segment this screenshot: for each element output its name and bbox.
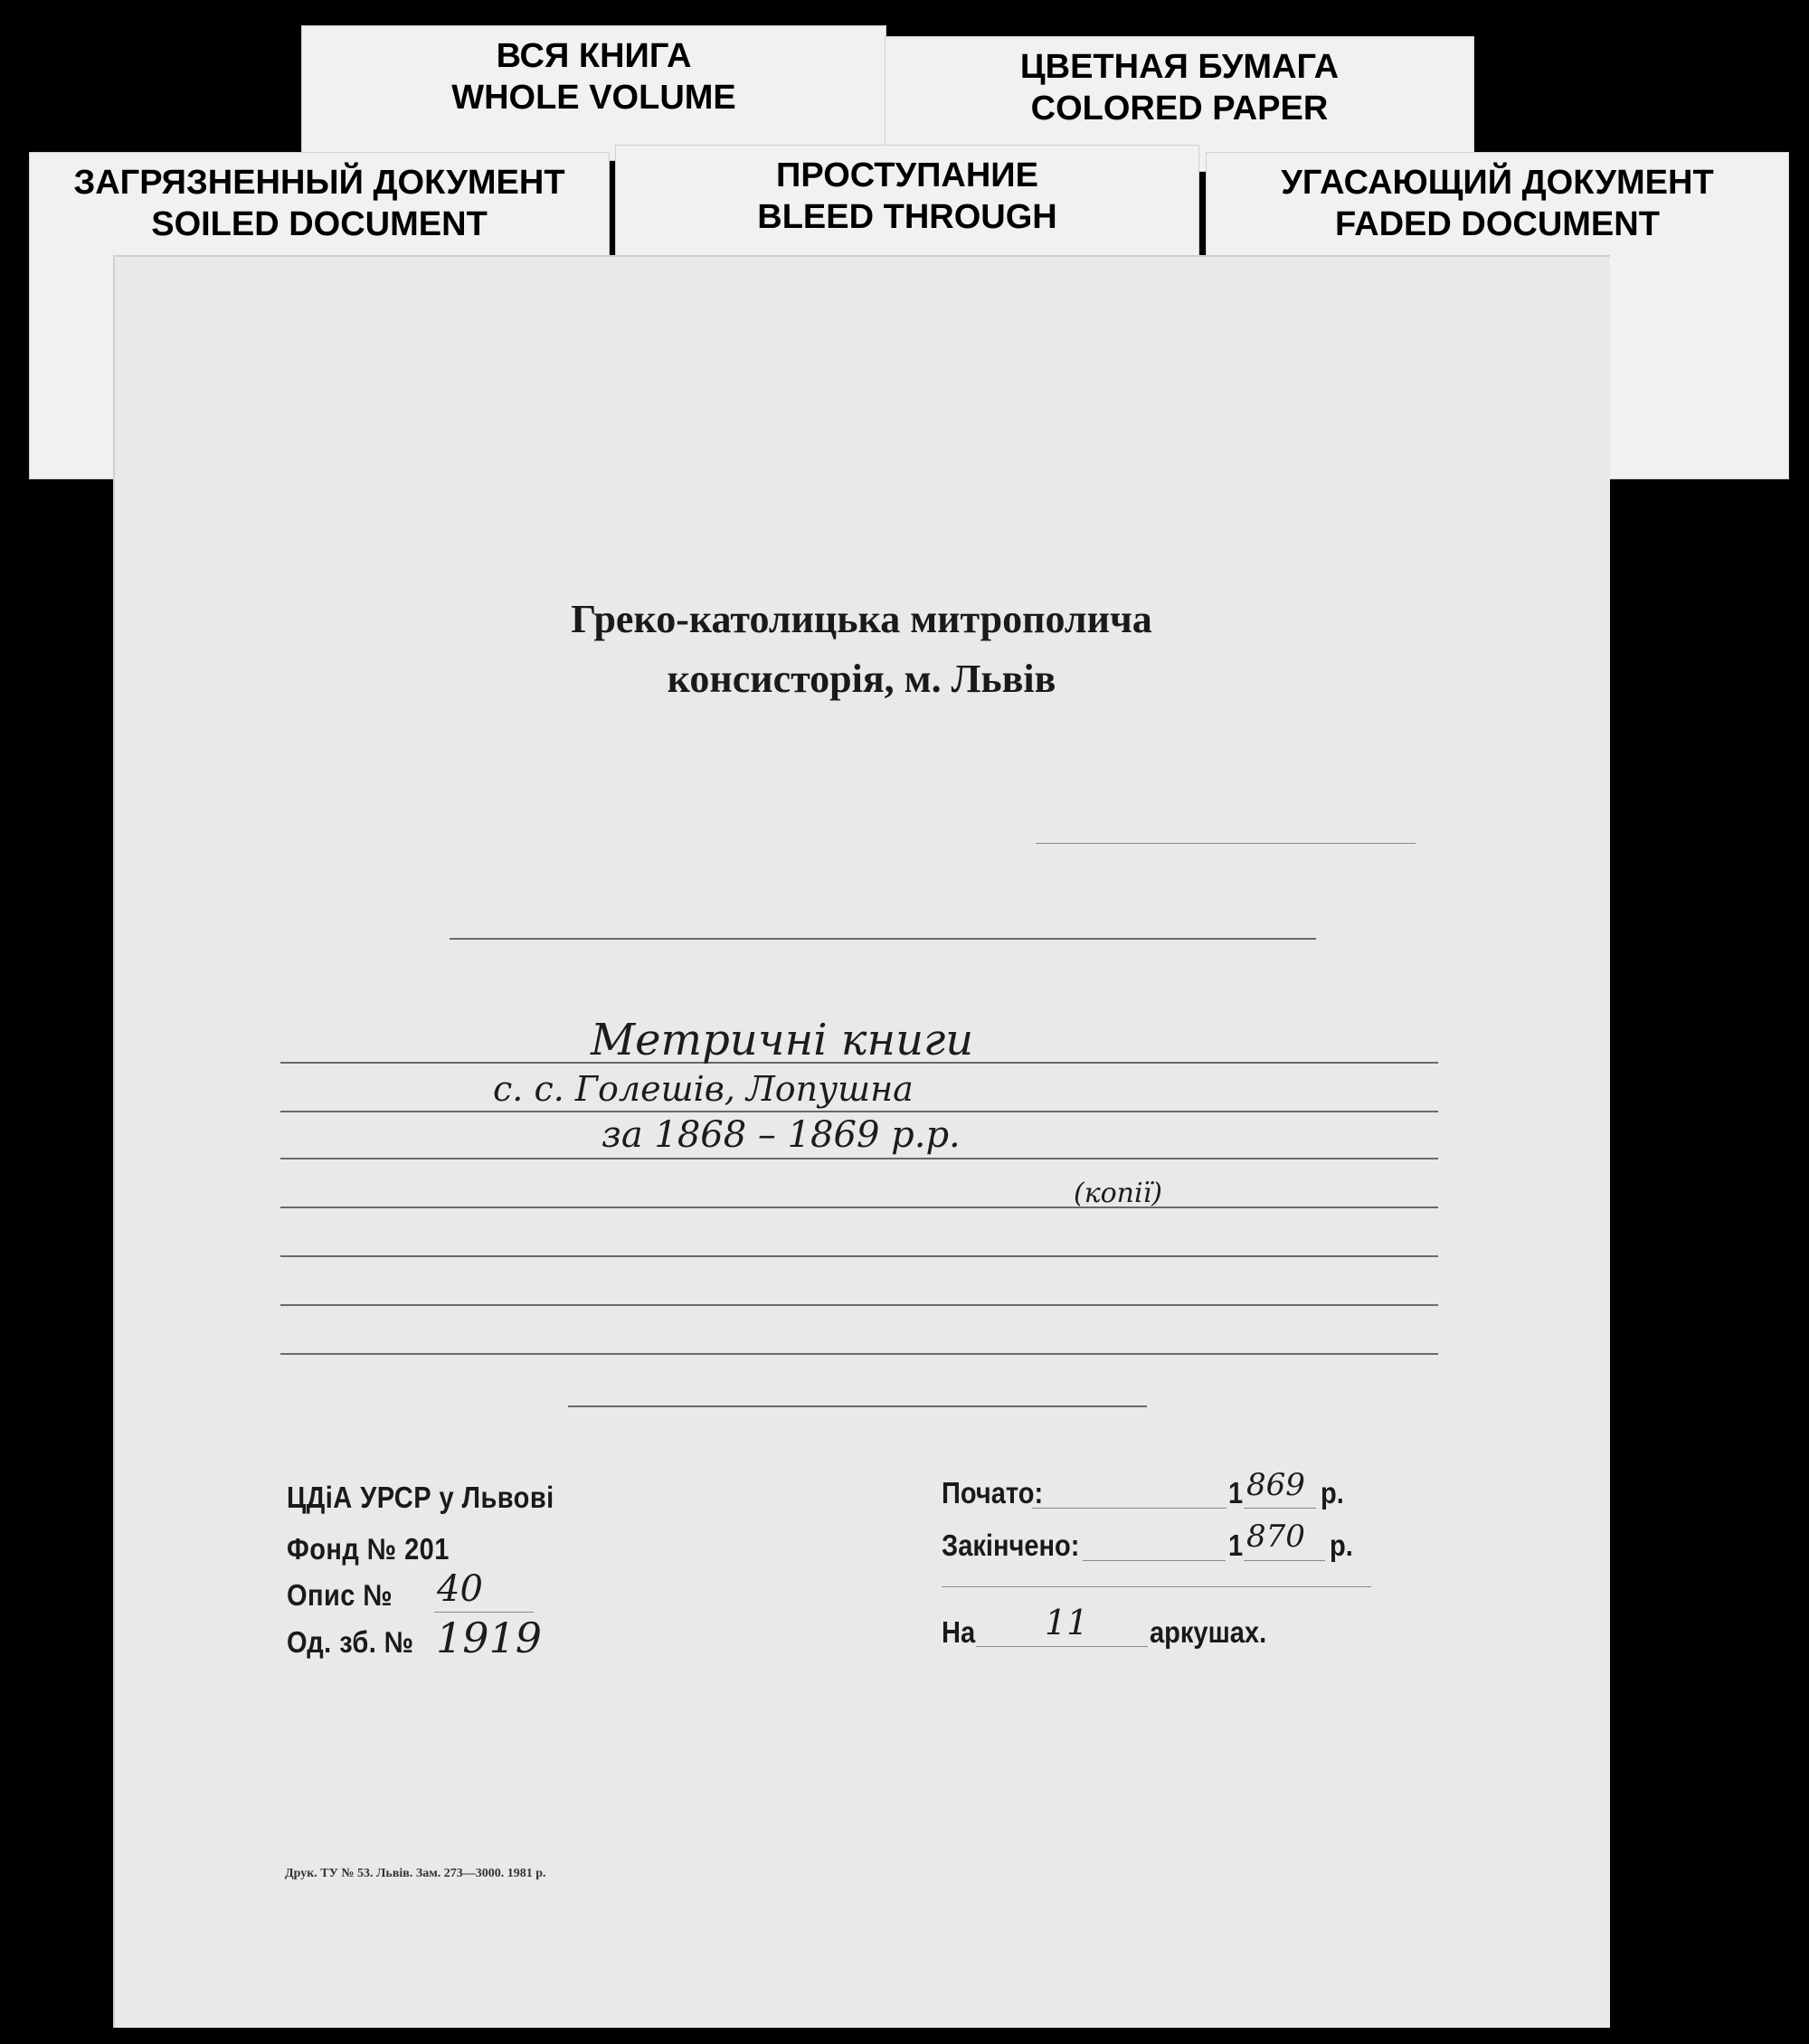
- started-value: 869: [1246, 1467, 1305, 1503]
- ended-prefix: 1: [1228, 1528, 1244, 1562]
- tab-label-ru: ЗАГРЯЗНЕННЫЙ ДОКУМЕНТ: [73, 164, 565, 202]
- handwritten-copies: (копії): [1074, 1178, 1162, 1209]
- tab-label-ru: ПРОСТУПАНИЕ: [776, 156, 1038, 194]
- tab-label-en: FADED DOCUMENT: [1335, 205, 1660, 243]
- rule: [450, 938, 1316, 940]
- started-suffix: р.: [1321, 1476, 1344, 1509]
- rule: [1083, 1560, 1226, 1561]
- fond-number: Фонд № 201: [287, 1532, 450, 1566]
- rule: [942, 1586, 1371, 1587]
- tab-label-ru: ВСЯ КНИГА: [496, 37, 692, 75]
- rule: [1244, 1508, 1316, 1509]
- rule: [280, 1111, 1438, 1112]
- ended-suffix: р.: [1330, 1528, 1353, 1562]
- rule: [280, 1304, 1438, 1306]
- tab-label-en: WHOLE VOLUME: [451, 79, 736, 117]
- printer-imprint: Друк. ТУ № 53. Львів. Зам. 273—3000. 1981 р.: [285, 1867, 546, 1880]
- tab-label-ru: УГАСАЮЩИЙ ДОКУМЕНТ: [1281, 164, 1714, 202]
- archive-name: ЦДіА УРСР у Львові: [287, 1481, 554, 1514]
- rule: [1244, 1560, 1325, 1561]
- rule: [1036, 843, 1416, 844]
- ended-value: 870: [1246, 1519, 1305, 1555]
- institution-line-1: Греко-католицька митрополича: [571, 597, 1152, 641]
- rule: [434, 1612, 534, 1613]
- tab-label-en: COLORED PAPER: [1030, 90, 1329, 128]
- rule: [976, 1646, 1148, 1647]
- handwritten-years: за 1868 – 1869 р.р.: [601, 1114, 961, 1156]
- started-prefix: 1: [1228, 1476, 1244, 1509]
- opys-value: 40: [437, 1568, 483, 1610]
- opys-label: Опис №: [287, 1578, 393, 1612]
- institution-title: [113, 590, 1610, 709]
- cover-page: [113, 255, 1610, 2028]
- unit-value: 1919: [436, 1613, 543, 1662]
- rule: [1032, 1508, 1227, 1509]
- rule: [280, 1353, 1438, 1355]
- rule: [280, 1255, 1438, 1257]
- institution-line-2: консисторія, м. Львів: [667, 657, 1056, 701]
- unit-label: Од. зб. №: [287, 1625, 414, 1659]
- ended-label: Закінчено:: [942, 1528, 1080, 1562]
- rule: [280, 1158, 1438, 1159]
- tab-label-en: BLEED THROUGH: [757, 198, 1057, 236]
- sheets-value: 11: [1045, 1603, 1089, 1642]
- started-label: Почато:: [942, 1476, 1044, 1509]
- rule: [280, 1207, 1438, 1208]
- handwritten-villages: с. с. Голешів, Лопушна: [493, 1069, 914, 1109]
- sheets-label: На: [942, 1615, 976, 1649]
- rule: [568, 1405, 1147, 1407]
- tab-whole-volume: [301, 25, 886, 161]
- handwritten-title: Метричні книги: [591, 1015, 974, 1065]
- tab-label-ru: ЦВЕТНАЯ БУМАГА: [1019, 48, 1340, 86]
- sheets-suffix: аркушах.: [1150, 1615, 1267, 1649]
- tab-label-en: SOILED DOCUMENT: [151, 205, 488, 243]
